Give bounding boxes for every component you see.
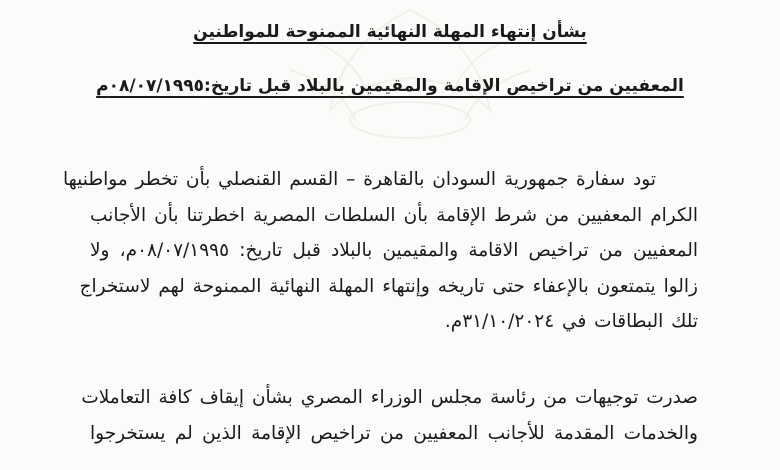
paragraph-2-line-1: صدرت توجيهات من رئاسة مجلس الوزراء المصري بشأن إيقاف كافة التعاملات (81, 387, 698, 408)
paragraph-1-line-1: تود سفارة جمهورية السودان بالقاهرة – القسم القنصلي بأن تخطر مواطنيها (63, 169, 656, 190)
paragraph-1-line-3: المعفيين من تراخيص الاقامة والمقيمين بالبلاد قبل تاريخ: ٠٨/٠٧/١٩٩٥م، ولا (90, 240, 698, 261)
paragraph-2 (81, 380, 698, 451)
paragraph-1-line-5: تلك البطاقات في ٣١/١٠/٢٠٢٤م. (444, 311, 698, 332)
paragraph-2-line-2: والخدمات المقدمة للأجانب المعفيين من تراخيص الإقامة الذين لم يستخرجوا (90, 422, 698, 444)
paragraph-1-line-2: الكرام المعفيين من شرط الإقامة بأن السلطات المصرية اخطرتنا بأن الأجانب (90, 204, 698, 226)
paragraph-1-line-4: زالوا يتمتعون بالإعفاء حتى تاريخه وإنتهاء المهلة النهائية الممنوحة لهم لاستخراج (79, 275, 698, 297)
paragraph-1 (63, 162, 698, 340)
document-heading-line1: بشأن إنتهاء المهلة النهائية الممنوحة للمواطنين (193, 22, 587, 42)
document-heading-line2: المعفيين من تراخيص الإقامة والمقيمين بالبلاد قبل تاريخ:٠٨/٠٧/١٩٩٥م (96, 76, 684, 96)
